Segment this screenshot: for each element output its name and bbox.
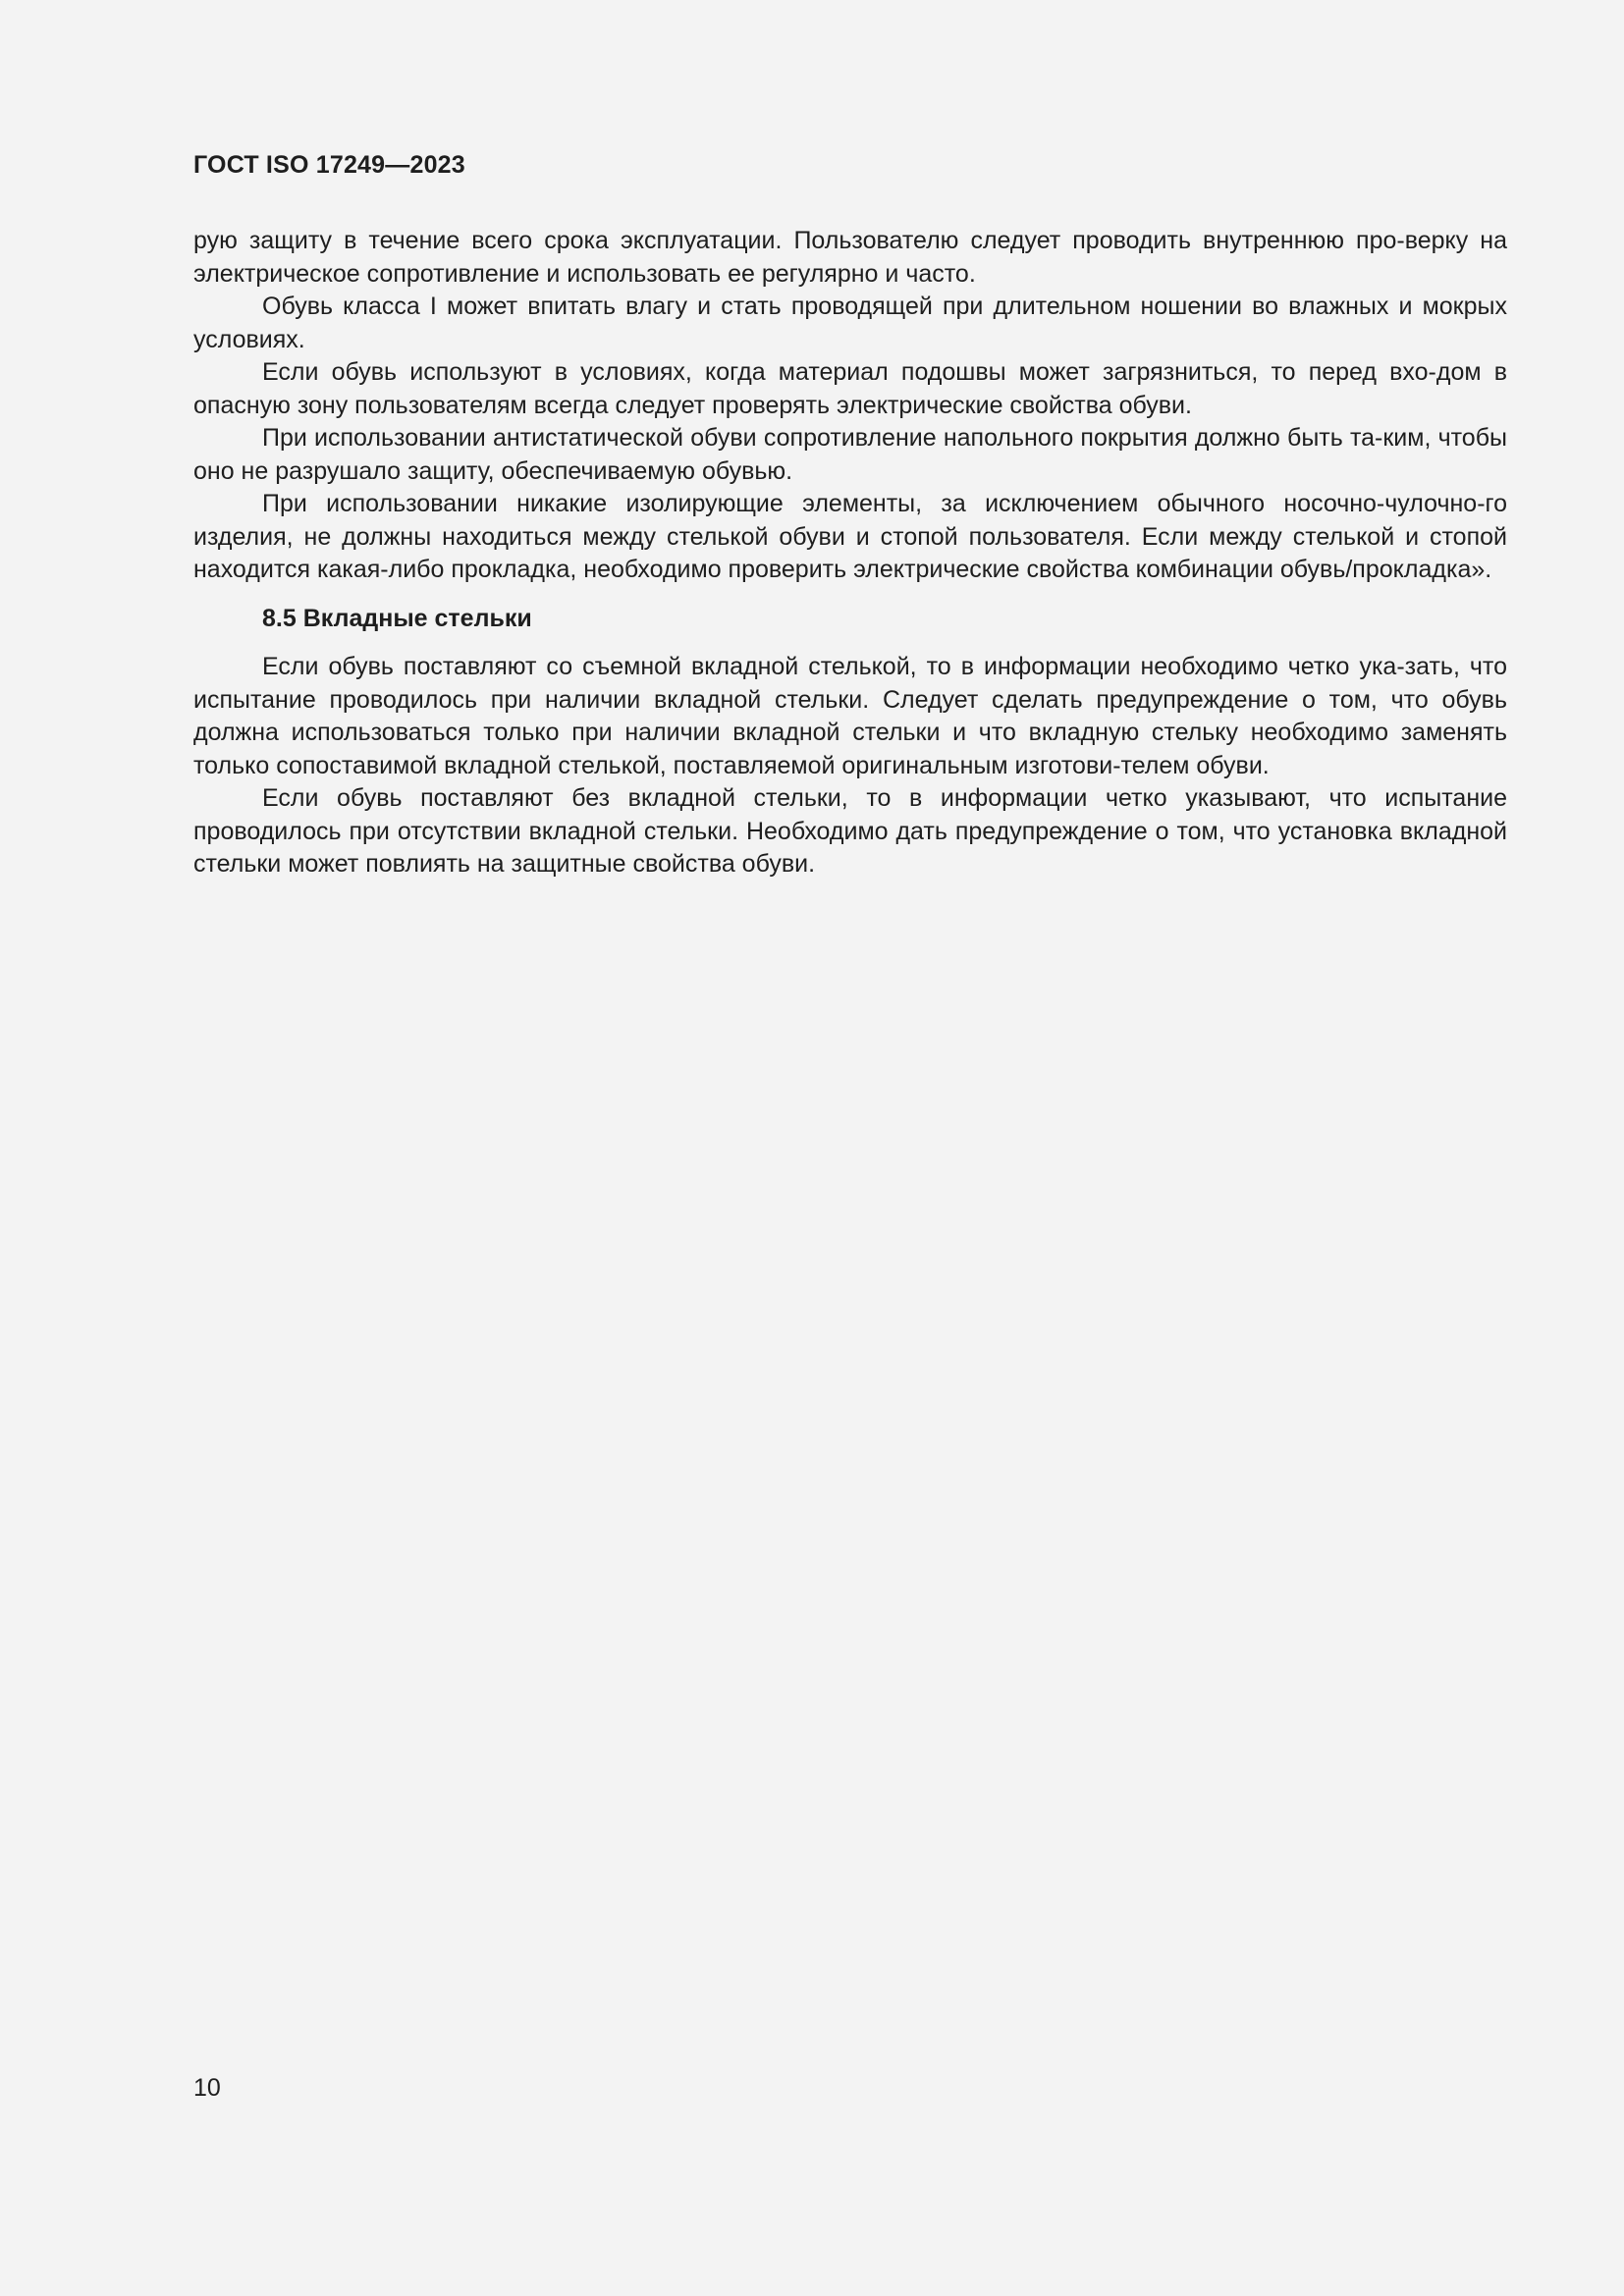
document-body [193,225,1507,881]
paragraph-floor-resistance: При использовании антистатической обуви сопротивление напольного покрытия должно быть та-ким, чтобы оно не разрушало защиту, обеспечиваемую обувью. [193,424,1507,485]
document-header: ГОСТ ISO 17249—2023 [193,151,465,179]
paragraph-class-one-moisture: Обувь класса I может впитать влагу и стать проводящей при длительном ношении во влажных и мокрых условиях. [193,293,1507,353]
paragraph-continuation: рую защиту в течение всего срока эксплуатации. Пользователю следует проводить внутреннюю про-верку на электрическое сопротивление и использовать ее регулярно и часто. [193,227,1507,288]
paragraph-no-insole: Если обувь поставляют без вкладной стельки, то в информации четко указывают, что испытание проводилось при отсутствии вкладной стельки. Необходимо дать предупреждение о том, что установка вкладной стельки может повлиять на защитные свойства обуви. [193,784,1507,878]
page-number: 10 [193,2074,221,2102]
paragraph-contaminated-sole: Если обувь используют в условиях, когда материал подошвы может загрязниться, то перед вхо-дом в опасную зону пользователям всегда следует проверять электрические свойства обуви. [193,358,1507,419]
section-heading-insoles: 8.5 Вкладные стельки [262,604,532,632]
paragraph-insulating-elements: При использовании никакие изолирующие элементы, за исключением обычного носочно-чулочно-го изделия, не должны находиться между стелькой обуви и стопой пользователя. Если между стелькой и стопой находится какая-либо прокладка, необходимо проверить электрические свойства комбинации обувь/прокладка». [193,490,1507,583]
paragraph-removable-insole: Если обувь поставляют со съемной вкладной стелькой, то в информации необходимо четко ука-зать, что испытание проводилось при наличии вкладной стельки. Следует сделать предупреждение о том, что обувь должна использоваться только при наличии вкладной стельки и что вкладную стельку необходимо заменять только сопоставимой вкладной стелькой, поставляемой оригинальным изготови-телем обуви. [193,653,1507,779]
